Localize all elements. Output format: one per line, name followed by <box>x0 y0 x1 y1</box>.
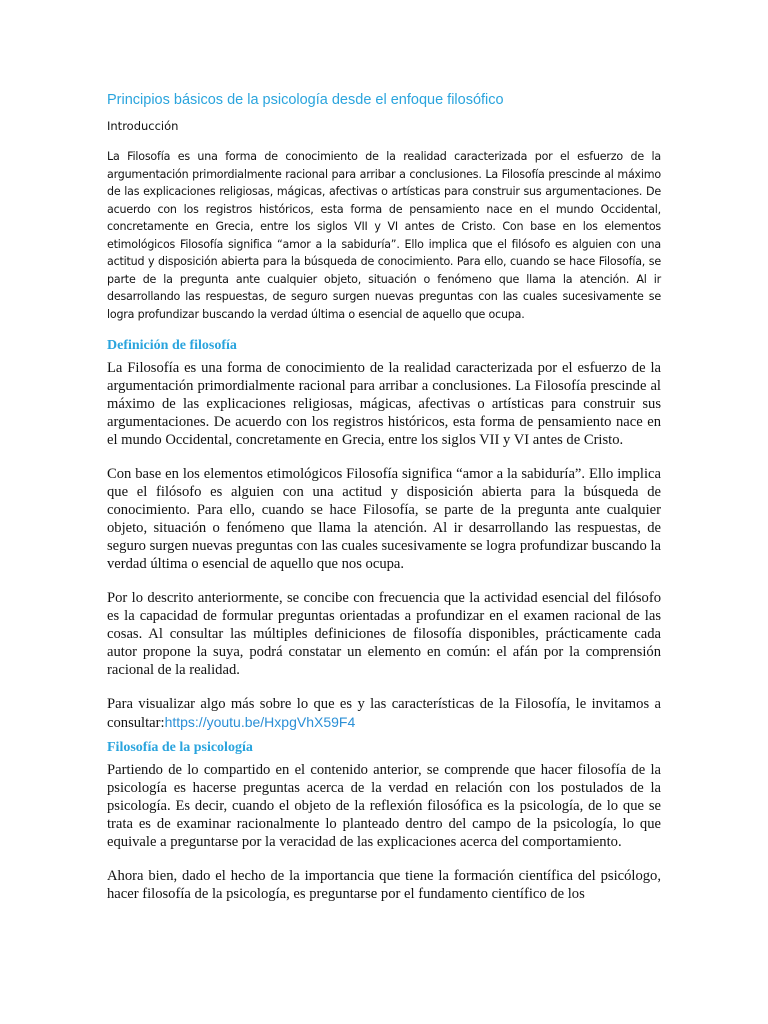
section-heading-definicion: Definición de filosofía <box>107 338 237 353</box>
intro-heading: Introducción <box>107 119 179 133</box>
intro-paragraph: La Filosofía es una forma de conocimiento de la realidad caracterizada por el esfuerzo de la argumentación primordialmente racional para arribar a conclusiones. La Filosofía prescinde al máximo de las explicaciones religiosas, mágicas, afectivas o artísticas para construir sus argumentaciones. De acuerdo con los registros históricos, esta forma de pensamiento nace en el mundo Occidental, concretamente en Grecia, entre los siglos VII y VI antes de Cristo. Con base en los elementos etimológicos Filosofía significa “amor a la sabiduría”. Ello implica que el filósofo es alguien con una actitud y disposición abierta para la búsqueda de conocimiento. Para ello, cuando se hace Filosofía, se parte de la pregunta ante cualquier objeto, situación o fenómeno que llama la atención. Al ir desarrollando las respuestas, de seguro surgen nuevas preguntas con las cuales sucesivamente se logra profundizar buscando la verdad última o esencial de aquello que ocupa. <box>107 150 661 321</box>
video-link[interactable]: https://youtu.be/HxpgVhX59F4 <box>164 714 356 730</box>
definicion-paragraph-4 <box>107 695 661 732</box>
psicologia-paragraph-2: Ahora bien, dado el hecho de la importancia que tiene la formación científica del psicólogo, hacer filosofía de la psicología, es preguntarse por el fundamento científico de los <box>107 868 661 902</box>
document-page <box>107 90 661 919</box>
definicion-paragraph-2: Con base en los elementos etimológicos Filosofía significa “amor a la sabiduría”. Ello implica que el filósofo es alguien con una actitud y disposición abierta para la búsqueda de conocimiento. Para ello, cuando se hace Filosofía, se parte de la pregunta ante cualquier objeto, situación o fenómeno que llama la atención. Al ir desarrollando las respuestas, de seguro surgen nuevas preguntas con las cuales sucesivamente se logra profundizar buscando la verdad última o esencial de aquello que nos ocupa. <box>107 466 661 572</box>
document-title: Principios básicos de la psicología desde el enfoque filosófico <box>107 92 504 108</box>
psicologia-paragraph-1: Partiendo de lo compartido en el contenido anterior, se comprende que hacer filosofía de la psicología es hacerse preguntas acerca de la verdad en relación con los postulados de la psicología. Es decir, cuando el objeto de la reflexión filosófica es la psicología, de lo que se trata es de examinar racionalmente lo planteado dentro del campo de la psicología, lo que equivale a preguntarse por la veracidad de las explicaciones acerca del comportamiento. <box>107 762 661 850</box>
definicion-paragraph-1: La Filosofía es una forma de conocimiento de la realidad caracterizada por el esfuerzo de la argumentación primordialmente racional para arribar a conclusiones. La Filosofía prescinde al máximo de las explicaciones religiosas, mágicas, afectivas o artísticas para construir sus argumentaciones. De acuerdo con los registros históricos, esta forma de pensamiento nace en el mundo Occidental, concretamente en Grecia, entre los siglos VII y VI antes de Cristo. <box>107 360 661 448</box>
consult-text: Para visualizar algo más sobre lo que es y las características de la Filosofía, le invitamos a consultar: <box>107 696 661 731</box>
section-heading-filosofia-psicologia: Filosofía de la psicología <box>107 740 253 755</box>
definicion-paragraph-3: Por lo descrito anteriormente, se concibe con frecuencia que la actividad esencial del filósofo es la capacidad de formular preguntas orientadas a profundizar en el examen racional de las cosas. Al consultar las múltiples definiciones de filosofía disponibles, prácticamente cada autor propone la suya, podrá constatar un elemento en común: el afán por la comprensión racional de la realidad. <box>107 590 661 678</box>
